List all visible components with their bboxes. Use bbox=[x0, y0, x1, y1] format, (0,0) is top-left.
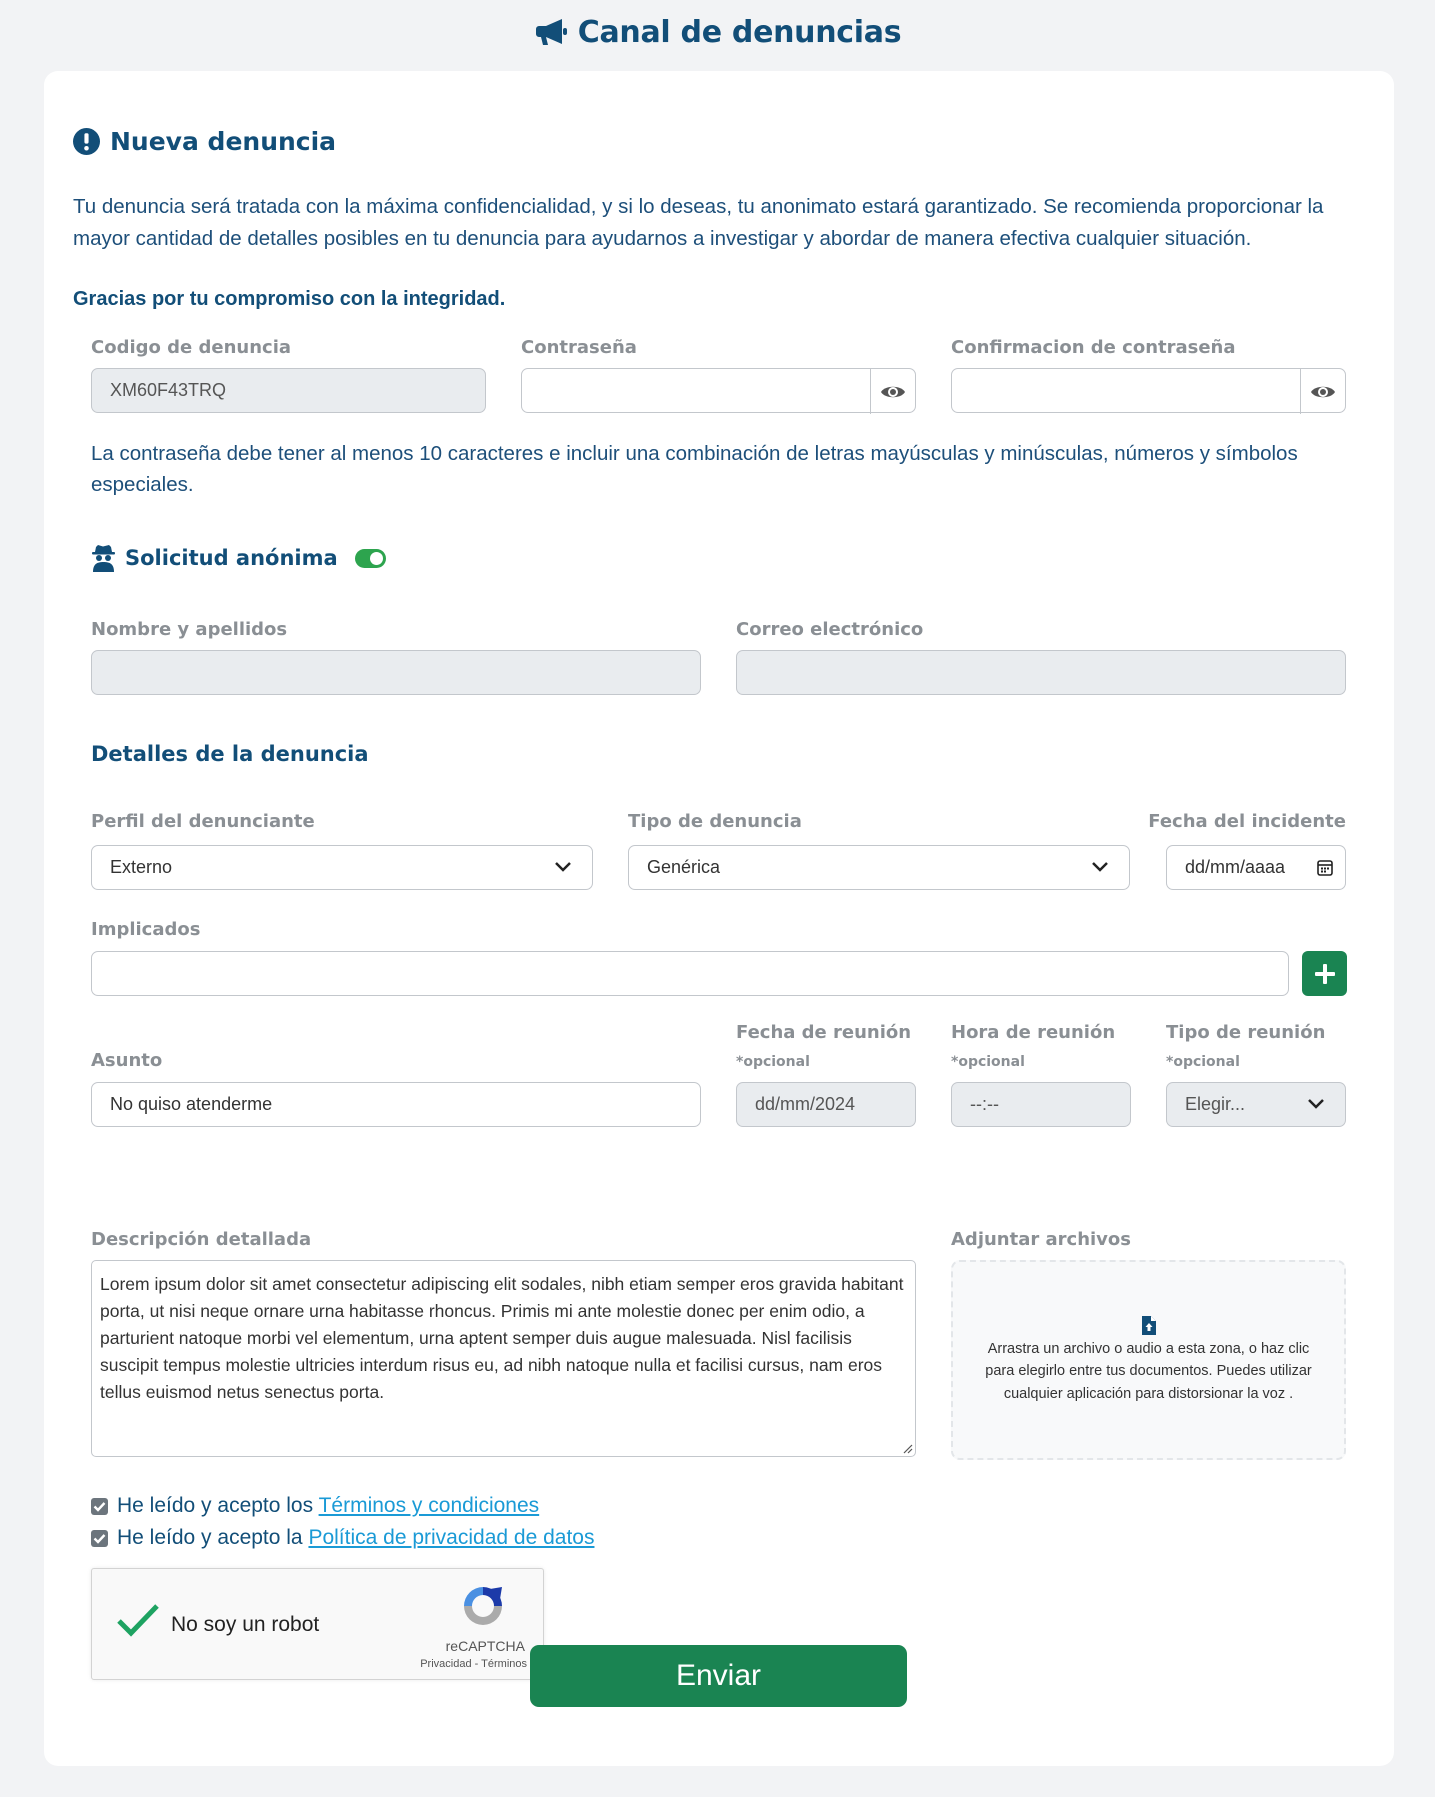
code-input: XM60F43TRQ bbox=[91, 368, 486, 413]
recaptcha-privacy-link[interactable]: Privacidad bbox=[420, 1658, 472, 1670]
check-icon bbox=[93, 1501, 106, 1512]
file-dropzone[interactable] bbox=[951, 1260, 1346, 1460]
description-textarea[interactable] bbox=[91, 1260, 916, 1457]
description-label: Descripción detallada bbox=[91, 1229, 312, 1250]
form-title: Nueva denuncia bbox=[110, 127, 337, 156]
page-header bbox=[0, 0, 1435, 64]
anonymous-request-row bbox=[91, 544, 386, 572]
code-label: Codigo de denuncia bbox=[91, 337, 292, 358]
terms-link[interactable]: Términos y condiciones bbox=[318, 1494, 540, 1517]
type-label: Tipo de denuncia bbox=[628, 811, 802, 832]
profile-label: Perfil del denunciante bbox=[91, 811, 315, 832]
page-title: Canal de denuncias bbox=[577, 14, 902, 50]
name-input[interactable] bbox=[91, 650, 701, 695]
involved-label: Implicados bbox=[91, 919, 201, 940]
password-confirm-label: Confirmacion de contraseña bbox=[951, 337, 1236, 358]
calendar-icon[interactable] bbox=[1317, 859, 1333, 876]
meeting-date-input[interactable]: dd/mm/2024 bbox=[736, 1082, 916, 1127]
privacy-link[interactable]: Política de privacidad de datos bbox=[308, 1526, 595, 1549]
type-value: Genérica bbox=[647, 857, 721, 877]
intro-text: Tu denuncia será tratada con la máxima confidencialidad, y si lo deseas, tu anonimato estará garantizado. Se recomienda proporcionar la mayor cantidad de detalles posibles en tu denuncia para ayudarnos a investigar y abordar de manera efectiva cualquier situación. bbox=[73, 195, 1324, 250]
password-input[interactable] bbox=[521, 368, 916, 413]
recaptcha-brand: reCAPTCHA bbox=[445, 1638, 525, 1654]
eye-icon bbox=[880, 383, 906, 401]
chevron-down-icon bbox=[1307, 1097, 1325, 1111]
password-hint: La contraseña debe tener al menos 10 caracteres e incluir una combinación de letras mayúsculas y minúsculas, números y símbolos especiales. bbox=[91, 442, 1298, 496]
file-upload-icon bbox=[1141, 1315, 1157, 1336]
recaptcha-widget bbox=[91, 1568, 544, 1680]
terms-row bbox=[91, 1494, 539, 1518]
report-form-card bbox=[44, 71, 1394, 1766]
chevron-down-icon bbox=[1091, 860, 1109, 874]
meeting-type-label: Tipo de reunión bbox=[1166, 1022, 1326, 1043]
thanks-text: Gracias por tu compromiso con la integridad. bbox=[73, 288, 506, 310]
name-label: Nombre y apellidos bbox=[91, 619, 288, 640]
add-involved-button[interactable] bbox=[1302, 951, 1347, 996]
captcha-label: No soy un robot bbox=[171, 1613, 320, 1636]
eye-icon bbox=[1310, 383, 1336, 401]
anonymous-toggle[interactable] bbox=[355, 549, 386, 568]
subject-input[interactable]: No quiso atenderme bbox=[91, 1082, 701, 1127]
terms-text: He leído y acepto los bbox=[117, 1494, 319, 1517]
meeting-type-select[interactable] bbox=[1166, 1082, 1346, 1127]
exclamation-circle-icon bbox=[73, 128, 100, 155]
type-select[interactable] bbox=[628, 845, 1130, 890]
incident-date-placeholder: dd/mm/aaaa bbox=[1185, 857, 1286, 877]
recaptcha-links-separator: - bbox=[471, 1658, 482, 1670]
involved-input[interactable] bbox=[91, 951, 1289, 996]
recaptcha-logo-icon bbox=[460, 1583, 506, 1629]
password-confirm-input[interactable] bbox=[951, 368, 1346, 413]
dropzone-text: Arrastra un archivo o audio a esta zona, o haz clic para elegirlo entre tus documentos. Puedes utilizar cualquier aplicación para distorsionar la voz . bbox=[985, 1340, 1312, 1402]
subject-label: Asunto bbox=[91, 1050, 163, 1071]
incident-date-input[interactable] bbox=[1166, 845, 1346, 890]
chevron-down-icon bbox=[554, 860, 572, 874]
privacy-row bbox=[91, 1526, 594, 1550]
meeting-type-value: Elegir... bbox=[1185, 1094, 1246, 1114]
toggle-password-confirm-visibility-button[interactable] bbox=[1300, 369, 1345, 414]
meeting-time-input[interactable]: --:-- bbox=[951, 1082, 1131, 1127]
meeting-date-note: *opcional bbox=[736, 1054, 810, 1070]
meeting-type-note: *opcional bbox=[1166, 1054, 1240, 1070]
recaptcha-terms-link[interactable]: Términos bbox=[481, 1658, 527, 1670]
anonymous-label: Solicitud anónima bbox=[125, 546, 338, 570]
email-input[interactable] bbox=[736, 650, 1346, 695]
terms-checkbox[interactable] bbox=[91, 1498, 108, 1515]
meeting-time-note: *opcional bbox=[951, 1054, 1025, 1070]
profile-select[interactable] bbox=[91, 845, 593, 890]
description-value: Lorem ipsum dolor sit amet consectetur adipiscing elit sodales, nibh etiam semper eros gravida habitant porta, ut nisi neque ornare urna habitasse rhoncus. Primis mi ante molestie donec per enim odio, a parturient natoque morbi vel elementum, urna aptent semper duis augue malesuada. Nisl facilisis suscipit tempus molestie ultricies interdum risus eu, ad nibh natoque nulla et facilisi cursus, nam eros tellus euismod netus senectus porta. bbox=[100, 1274, 904, 1402]
section-title-new-report bbox=[73, 127, 336, 156]
attach-label: Adjuntar archivos bbox=[951, 1229, 1131, 1250]
check-icon bbox=[93, 1533, 106, 1544]
email-label: Correo electrónico bbox=[736, 619, 924, 640]
privacy-checkbox[interactable] bbox=[91, 1530, 108, 1547]
details-title: Detalles de la denuncia bbox=[91, 742, 369, 766]
resize-handle-icon[interactable] bbox=[902, 1443, 913, 1454]
meeting-date-label: Fecha de reunión bbox=[736, 1022, 912, 1043]
spy-icon bbox=[91, 544, 116, 572]
toggle-password-visibility-button[interactable] bbox=[870, 369, 915, 414]
submit-button[interactable]: Enviar bbox=[530, 1645, 907, 1707]
captcha-checkmark-icon[interactable] bbox=[116, 1603, 160, 1637]
recaptcha-links bbox=[420, 1658, 527, 1670]
plus-icon bbox=[1314, 963, 1336, 985]
meeting-time-label: Hora de reunión bbox=[951, 1022, 1116, 1043]
incident-date-label: Fecha del incidente bbox=[1148, 811, 1346, 832]
password-label: Contraseña bbox=[521, 337, 637, 358]
profile-value: Externo bbox=[110, 857, 173, 877]
privacy-text: He leído y acepto la bbox=[117, 1526, 309, 1549]
megaphone-icon bbox=[534, 17, 568, 47]
